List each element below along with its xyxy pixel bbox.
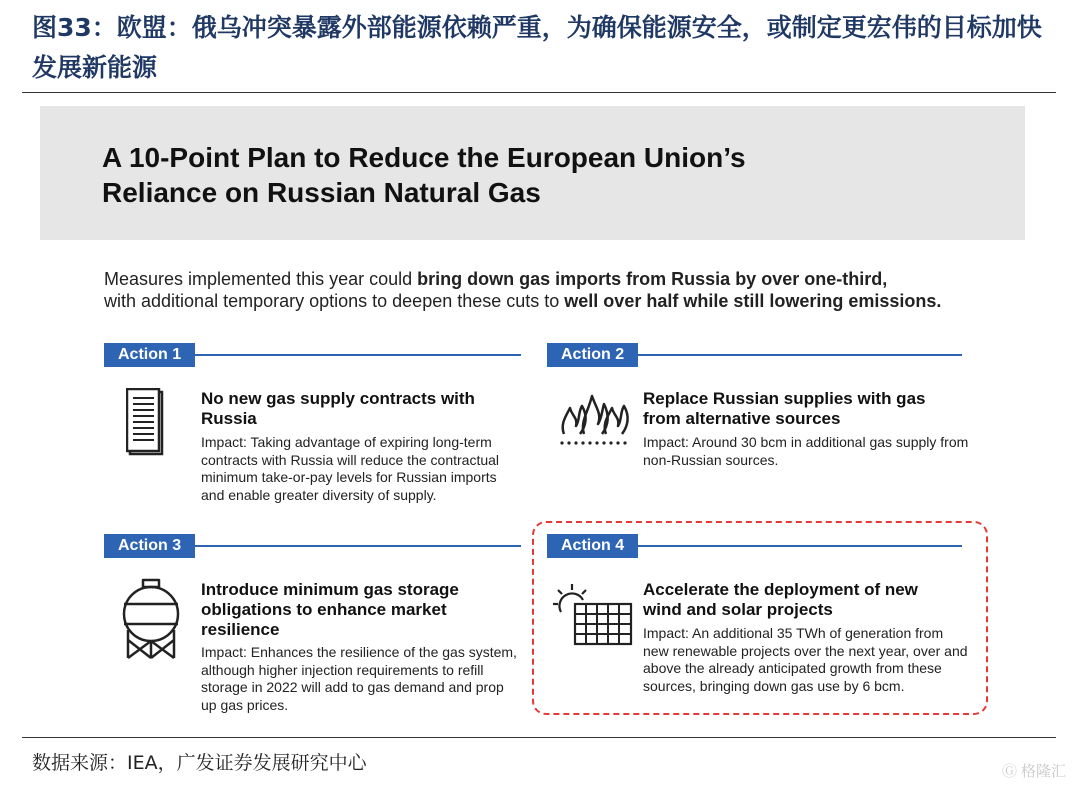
source-note: 数据来源：IEA，广发证券发展研究中心 — [32, 752, 367, 774]
action-3-tag: Action 3 — [104, 534, 195, 558]
watermark-logo-icon: Ⓖ — [1001, 762, 1017, 780]
banner-title-line1: A 10-Point Plan to Reduce the European Union’s — [102, 142, 746, 173]
lead-paragraph — [104, 268, 1034, 312]
banner-title-line2: Reliance on Russian Natural Gas — [102, 177, 541, 208]
solar-panel-icon — [553, 582, 633, 648]
watermark-text: 格隆汇 — [1020, 762, 1066, 780]
action-2-line — [633, 354, 962, 356]
action-2-impact: Impact: Around 30 bcm in additional gas supply from non-Russian sources. — [643, 434, 969, 468]
action-1-line — [190, 354, 521, 356]
lead-bold-1: bring down gas imports from Russia by over one-third, — [417, 269, 888, 289]
lead-text-2: with additional temporary options to deepen these cuts to — [104, 291, 565, 311]
lead-bold-2: well over half while still lowering emissions. — [564, 291, 942, 311]
action-1-tag: Action 1 — [104, 343, 195, 367]
action-4-line — [633, 545, 962, 547]
action-4-title: Accelerate the deployment of new wind and solar projects — [643, 580, 918, 619]
gas-storage-tank-icon — [116, 578, 186, 660]
banner-title — [102, 140, 1002, 210]
action-2-tag: Action 2 — [547, 343, 638, 367]
watermark — [1002, 760, 1066, 781]
action-2-title: Replace Russian supplies with gas from alternative sources — [643, 389, 926, 428]
top-divider — [22, 92, 1056, 93]
action-3-title: Introduce minimum gas storage obligations to enhance market resilience — [201, 580, 459, 639]
action-4-tag: Action 4 — [547, 534, 638, 558]
action-3-impact: Impact: Enhances the resilience of the gas system, although higher injection requirements to refill storage in 2022 will add to gas demand and prop up gas prices. — [201, 644, 517, 713]
lead-text-1: Measures implemented this year could — [104, 269, 418, 289]
action-4-impact: Impact: An additional 35 TWh of generation from new renewable projects over the next year, over and above the already anticipated growth from these sources, bringing down gas use by 6 bcm. — [643, 625, 968, 694]
action-1-impact: Impact: Taking advantage of expiring long-term contracts with Russia will reduce the contractual minimum take-or-pay levels for Russian imports and enable greater diversity of supply. — [201, 434, 500, 503]
document-icon — [126, 388, 166, 458]
action-1-title: No new gas supply contracts with Russia — [201, 389, 475, 428]
action-3-line — [190, 545, 521, 547]
figure-title: 图33：欧盟：俄乌冲突暴露外部能源依赖严重，为确保能源安全，或制定更宏伟的目标加快发展新能源 — [32, 13, 1042, 82]
banner — [40, 106, 1025, 240]
flame-icon — [556, 390, 632, 450]
bottom-divider — [22, 737, 1056, 738]
